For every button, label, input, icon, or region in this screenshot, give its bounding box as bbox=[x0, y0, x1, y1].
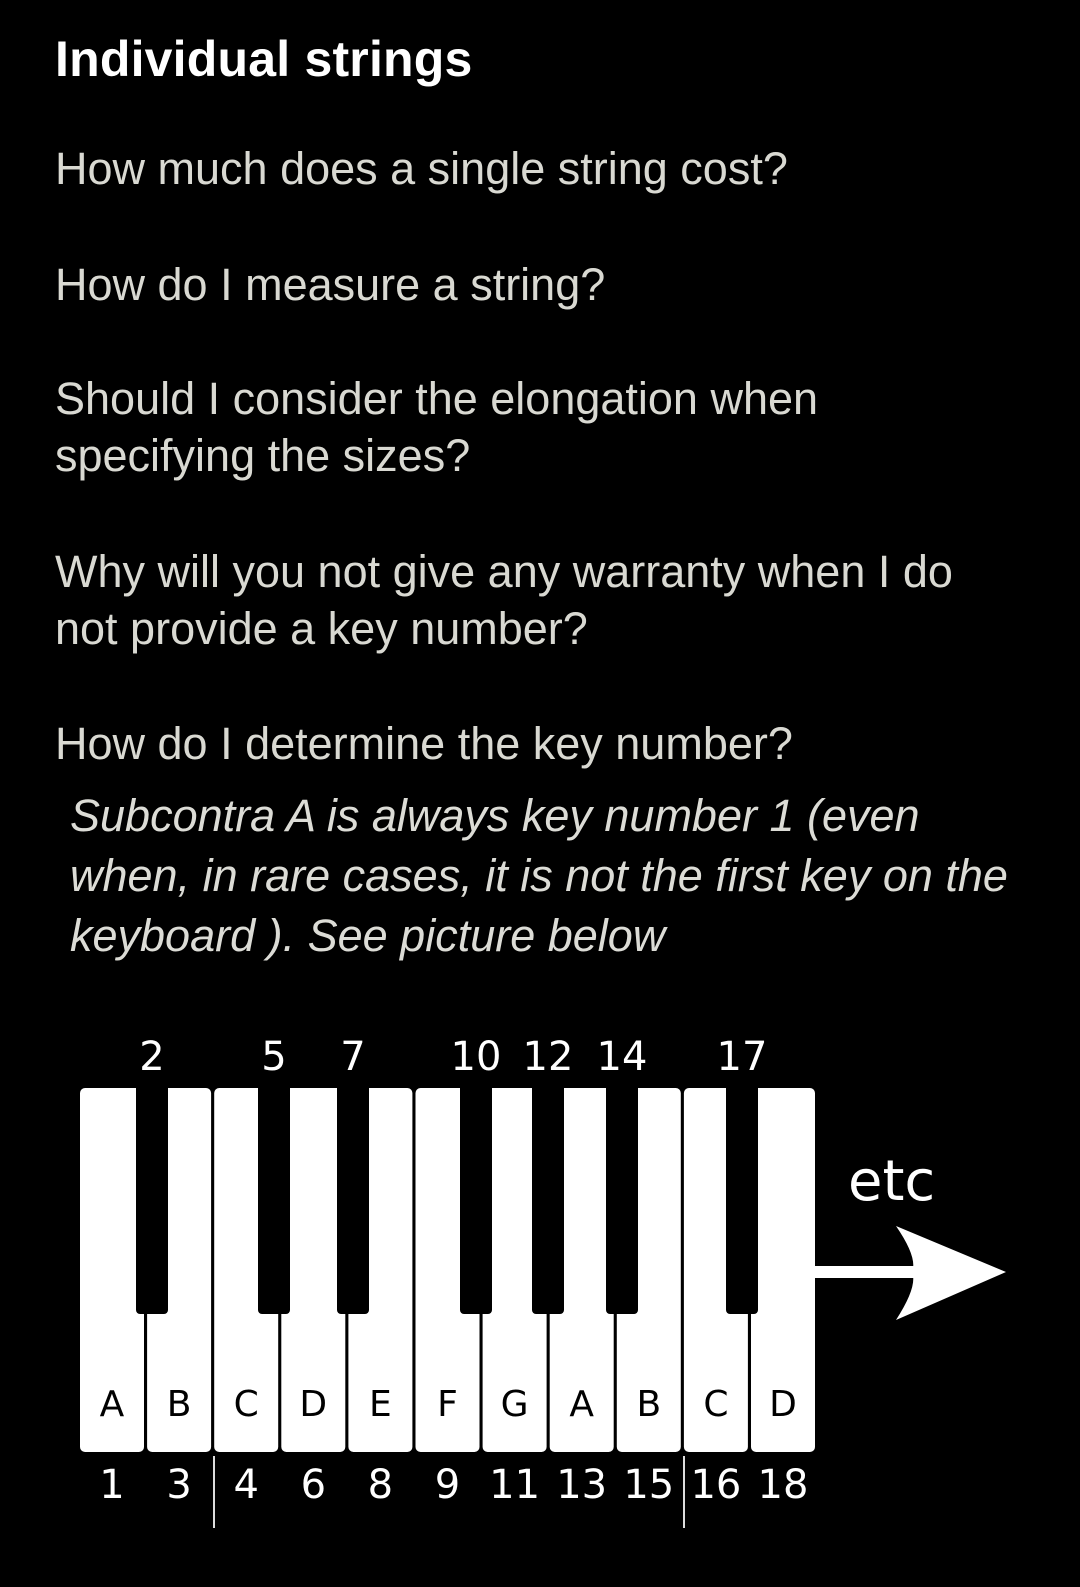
black-key bbox=[136, 1080, 168, 1314]
white-key-number: 1 bbox=[99, 1462, 125, 1508]
black-key bbox=[726, 1080, 758, 1314]
black-key bbox=[337, 1080, 369, 1314]
black-key-number: 5 bbox=[261, 1034, 287, 1080]
white-key-letter: D bbox=[769, 1384, 797, 1425]
white-key-letter: B bbox=[166, 1384, 192, 1425]
faq-question-warranty[interactable]: Why will you not give any warranty when I do not provide a key number? bbox=[55, 546, 953, 654]
faq-question-measure-string[interactable]: How do I measure a string? bbox=[55, 259, 606, 310]
faq-question-single-string-cost[interactable]: How much does a single string cost? bbox=[55, 143, 788, 194]
white-key-number: 8 bbox=[367, 1462, 394, 1508]
black-key-number: 7 bbox=[340, 1034, 366, 1080]
white-key-letter: E bbox=[369, 1384, 392, 1425]
page-title: Individual strings bbox=[55, 31, 473, 87]
white-key-letter: A bbox=[99, 1384, 125, 1425]
faq-question-elongation[interactable]: Should I consider the elongation when specifying the sizes? bbox=[55, 373, 819, 481]
black-key-number: 14 bbox=[596, 1034, 648, 1080]
black-key bbox=[532, 1080, 564, 1314]
faq-answer-key-number: Subcontra A is always key number 1 (even when, in rare cases, it is not the first key on the keyboard ). See picture below bbox=[70, 790, 1008, 961]
etc-label: etc bbox=[848, 1149, 936, 1214]
black-key-number: 17 bbox=[716, 1034, 768, 1080]
white-key-letter: B bbox=[636, 1384, 662, 1425]
white-key-number: 9 bbox=[434, 1462, 461, 1508]
white-key-number: 16 bbox=[690, 1462, 742, 1508]
white-key-number: 11 bbox=[489, 1462, 541, 1508]
white-key-letter: C bbox=[703, 1384, 729, 1425]
white-key-letter: F bbox=[437, 1384, 458, 1425]
white-key-number: 4 bbox=[233, 1462, 259, 1508]
white-key-letter: A bbox=[569, 1384, 595, 1425]
white-key-letter: D bbox=[299, 1384, 328, 1425]
continue-arrow-icon bbox=[810, 1226, 1006, 1320]
black-key bbox=[258, 1080, 290, 1314]
white-key-letter: G bbox=[500, 1384, 529, 1425]
black-key-number: 12 bbox=[522, 1034, 574, 1080]
white-key-number: 15 bbox=[623, 1462, 675, 1508]
black-key-number: 2 bbox=[139, 1034, 165, 1080]
faq-question-key-number[interactable]: How do I determine the key number? bbox=[55, 718, 793, 769]
keyboard-svg bbox=[0, 1020, 1080, 1540]
black-key bbox=[606, 1080, 638, 1314]
white-key-letter: C bbox=[233, 1384, 259, 1425]
white-key-number: 3 bbox=[166, 1462, 192, 1508]
black-key bbox=[460, 1080, 492, 1314]
white-key-number: 18 bbox=[757, 1462, 809, 1508]
white-key-number: 13 bbox=[556, 1462, 608, 1508]
black-key-number: 10 bbox=[450, 1034, 502, 1080]
keyboard-diagram bbox=[0, 1020, 1080, 1540]
white-key-number: 6 bbox=[300, 1462, 327, 1508]
